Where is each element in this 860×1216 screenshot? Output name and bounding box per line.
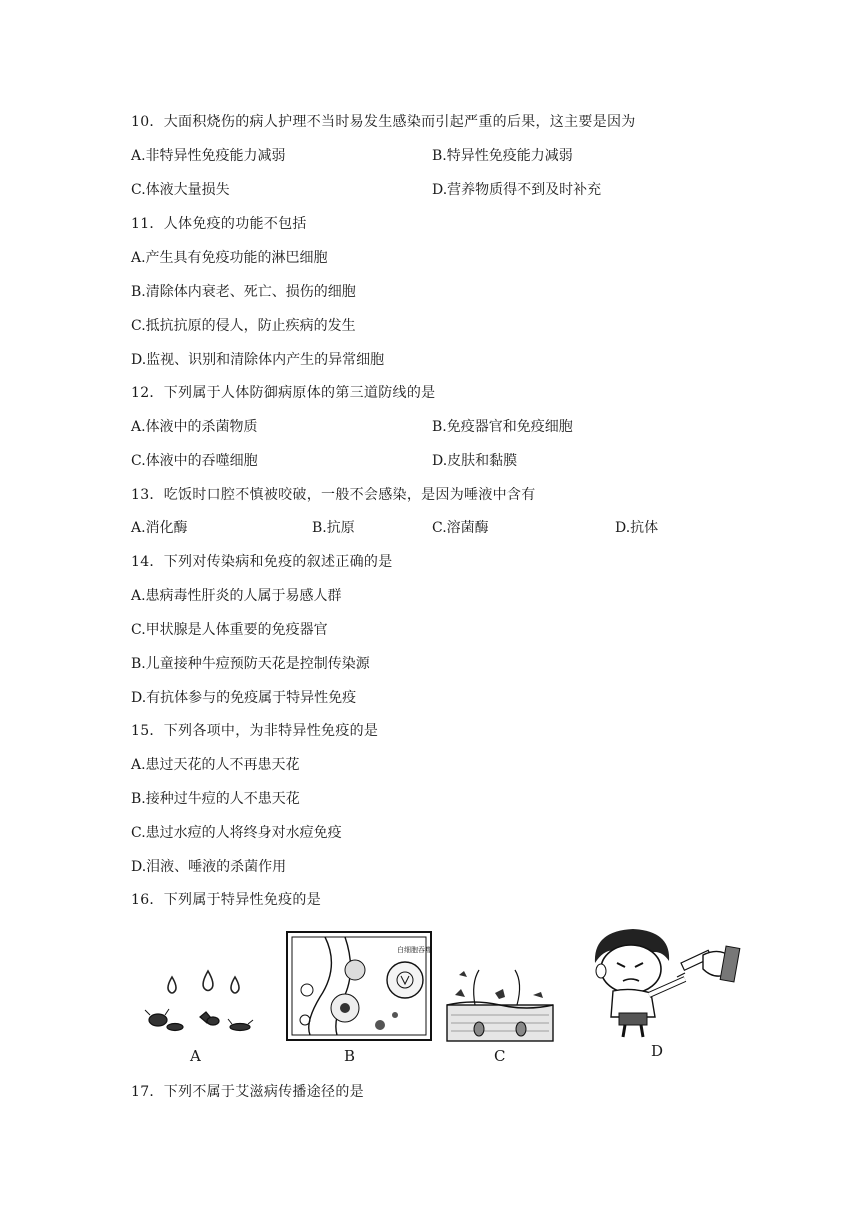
- q10-option-a: A.非特异性免疫能力减弱: [131, 148, 286, 164]
- figure-a-label: A: [190, 1047, 201, 1065]
- q13-option-a: A.消化酶: [131, 520, 188, 536]
- figure-a-tears-drawing: [140, 965, 255, 1045]
- question-15-stem: 15．下列各项中，为非特异性免疫的是: [131, 723, 379, 739]
- q12-option-b: B.免疫器官和免疫细胞: [432, 419, 573, 435]
- question-11-stem: 11．人体免疫的功能不包括: [131, 216, 307, 232]
- question-14-stem: 14．下列对传染病和免疫的叙述正确的是: [131, 554, 393, 570]
- figure-b-label: B: [344, 1047, 356, 1065]
- q14-option-c: C.甲状腺是人体重要的免疫器官: [131, 622, 328, 638]
- question-13-stem: 13．吃饭时口腔不慎被咬破，一般不会感染，是因为唾液中含有: [131, 487, 536, 503]
- q10-option-d: D.营养物质得不到及时补充: [432, 182, 602, 198]
- q15-option-b: B.接种过牛痘的人不患天花: [131, 791, 300, 807]
- figure-b-caption: 白细胞吞噬: [397, 946, 432, 954]
- question-12-stem: 12．下列属于人体防御病原体的第三道防线的是: [131, 385, 436, 401]
- question-16-stem: 16．下列属于特异性免疫的是: [131, 892, 322, 908]
- q13-option-b: B.抗原: [312, 520, 355, 536]
- figure-d-label: D: [651, 1042, 664, 1060]
- q13-option-c: C.溶菌酶: [432, 520, 489, 536]
- question-17-stem: 17．下列不属于艾滋病传播途径的是: [131, 1084, 364, 1100]
- q12-option-a: A.体液中的杀菌物质: [131, 419, 258, 435]
- q12-option-d: D.皮肤和黏膜: [432, 453, 518, 469]
- figure-d-injection-drawing: [585, 925, 740, 1040]
- q14-option-b: B.儿童接种牛痘预防天花是控制传染源: [131, 656, 370, 672]
- figure-b-phagocytosis-drawing: [285, 930, 435, 1045]
- q15-option-c: C.患过水痘的人将终身对水痘免疫: [131, 825, 342, 841]
- q15-option-d: D.泪液、唾液的杀菌作用: [131, 859, 287, 875]
- q10-option-c: C.体液大量损失: [131, 182, 230, 198]
- q15-option-a: A.患过天花的人不再患天花: [131, 757, 300, 773]
- figure-c-skin-drawing: [445, 965, 557, 1045]
- question-10-stem: 10．大面积烧伤的病人护理不当时易发生感染而引起严重的后果，这主要是因为: [131, 114, 636, 130]
- q11-option-c: C.抵抗抗原的侵人，防止疾病的发生: [131, 318, 356, 334]
- q14-option-d: D.有抗体参与的免疫属于特异性免疫: [131, 690, 357, 706]
- figure-c-label: C: [494, 1047, 506, 1065]
- q10-option-b: B.特异性免疫能力减弱: [432, 148, 573, 164]
- q14-option-a: A.患病毒性肝炎的人属于易感人群: [131, 588, 342, 604]
- q11-option-b: B.清除体内衰老、死亡、损伤的细胞: [131, 284, 356, 300]
- q11-option-d: D.监视、识别和清除体内产生的异常细胞: [131, 352, 385, 368]
- q13-option-d: D.抗体: [615, 520, 659, 536]
- q11-option-a: A.产生具有免疫功能的淋巴细胞: [131, 250, 328, 266]
- q12-option-c: C.体液中的吞噬细胞: [131, 453, 258, 469]
